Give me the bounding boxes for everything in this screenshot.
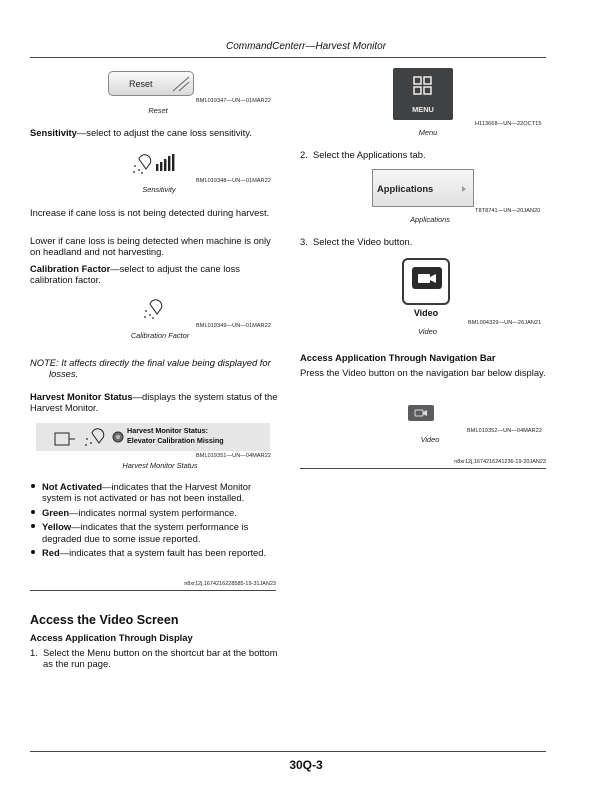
figure-id: BML019352—UN—04MAR22 [467,428,543,434]
list-item [30,547,280,558]
section-rule [30,590,276,591]
header-rule [30,57,546,58]
status-message [127,426,224,447]
status-bullet-list [30,481,280,562]
term: Green [42,506,70,518]
figure-caption: Applications [410,215,450,224]
applications-tab-label: Applications [377,183,434,194]
term: Calibration Factor [30,263,111,274]
definition: —indicates that the system performance is degraded due to some issue reported. [42,521,249,544]
figure-caption: Video [418,327,437,336]
subsection-heading: Access Application Through Navigation Bar [300,352,496,363]
reset-button-figure [108,71,194,96]
applications-tab-figure [372,169,474,207]
figure-caption: Sensitivity [142,185,176,194]
definition: —select to adjust the cane loss calibration factor. [30,263,240,286]
step-text: Select the Applications tab. [313,149,426,160]
term: Sensitivity [30,127,77,138]
page-number: 30Q-3 [289,758,323,772]
video-camera-icon [411,266,443,290]
list-item [30,521,280,544]
lower-paragraph: Lower if cane loss is being detected when machine is only on headland and not harvesting. [30,235,271,258]
step-number: 1. [30,647,38,658]
figure-caption: Video [420,435,440,444]
cane-loss-sensitivity-icon [131,151,181,177]
status-value: Elevator Calibration Missing [127,436,224,446]
figure-id: T8T8741—UN—20JAN20 [475,208,541,214]
term: Harvest Monitor Status [30,391,133,402]
pen-stroke-icon [171,75,191,93]
video-button-figure [402,258,450,305]
note-text: NOTE: It affects directly the final value being displayed for losses. [30,357,271,380]
status-paragraph [30,391,280,414]
figure-id: H113668—UN—22OCT15 [475,121,542,127]
status-title: Harvest Monitor Status: [127,426,209,435]
navigation-paragraph: Press the Video button on the navigation bar below display. [300,367,546,378]
menu-button-figure [393,68,453,120]
page-header-title: CommandCenterr—Harvest Monitor [225,41,387,52]
section-id: n8xr12j,1674216228585-19-31JAN23 [184,581,276,587]
step-number: 2. [300,149,308,160]
term: Red [42,547,60,559]
step-3 [300,236,550,247]
figure-caption: Calibration Factor [130,331,190,340]
cane-loss-icon [82,426,108,448]
figure-caption: Menu [418,128,438,137]
reset-button-label: Reset [129,79,153,89]
status-indicator-icon [112,431,124,443]
harvest-monitor-status-figure [36,423,270,451]
menu-grid-icon [413,76,433,96]
section-id: n8xr12j,1674216241236-19-20JAN23 [454,459,546,465]
section-rule [300,468,546,469]
video-button-label: Video [413,308,439,318]
definition: —indicates that the Harvest Monitor system is not activated or has not been installed. [42,481,252,504]
subsection-heading: Access Application Through Display [30,632,193,643]
calibration-factor-icon [142,296,168,322]
term: Not Activated [42,481,103,492]
calibration-paragraph [30,263,280,286]
figure-caption: Reset [148,106,168,115]
display-device-icon [54,429,78,447]
figure-id: BML019348—UN—01MAR22 [196,178,272,184]
term: Yellow [42,521,72,533]
step-1 [30,647,280,670]
figure-id: BML019347—UN—01MAR22 [196,98,272,104]
sensitivity-paragraph [30,127,280,138]
definition: —displays the system status of the Harvest Monitor. [30,391,278,414]
figure-caption: Harvest Monitor Status [122,461,198,470]
definition: —select to adjust the cane loss sensitivity. [76,127,252,138]
step-text: Select the Video button. [313,236,413,247]
footer-rule [30,751,546,752]
figure-id: BML019349—UN—01MAR22 [196,323,272,329]
definition: —indicates normal system performance. [69,506,237,518]
video-camera-icon [414,408,428,418]
nav-video-button-figure [408,405,434,421]
list-item [30,507,280,518]
step-2 [300,149,550,160]
menu-button-label: MENU [412,105,434,114]
figure-id: BML004329—UN—26JAN21 [468,320,542,326]
section-heading: Access the Video Screen [30,613,179,627]
definition: —indicates that a system fault has been reported. [59,547,267,559]
step-number: 3. [300,236,308,247]
increase-paragraph: Increase if cane loss is not being detected during harvest. [30,207,270,218]
figure-id: BML019351—UN—04MAR22 [196,453,272,459]
chevron-right-icon [461,185,467,193]
list-item [30,481,280,504]
step-text: Select the Menu button on the shortcut bar at the bottom as the run page. [43,647,278,670]
